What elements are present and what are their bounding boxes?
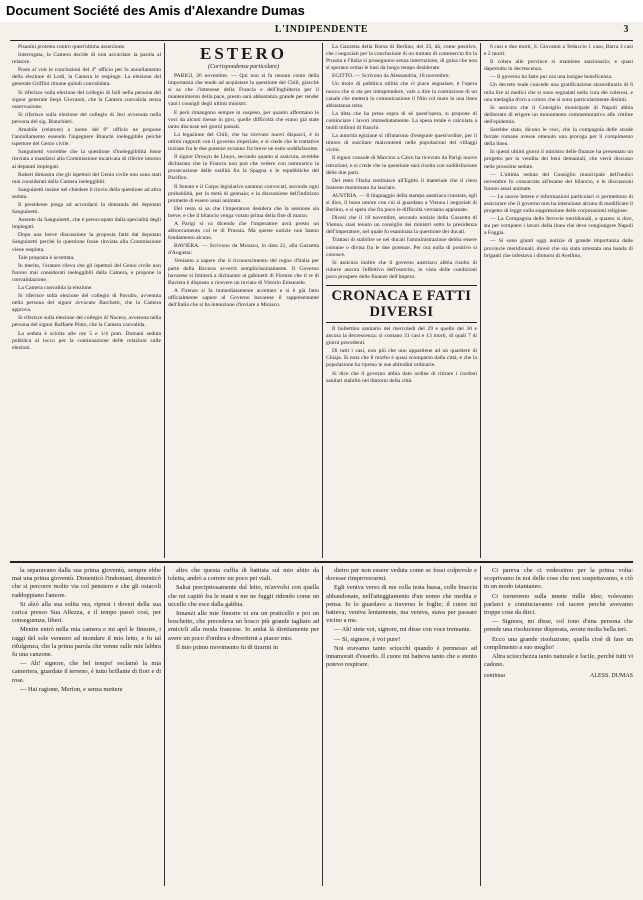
paragraph: Ci torneremo sulla mente mille idee; volevamo parlarci e cominciavamo col tacere perchè avevamo troppe cose da dirci. (484, 592, 633, 617)
page-header (10, 24, 633, 40)
paragraph: Il signor Drouyn de Lhuys, secondo quanto si assicura, avrebbe dichiarato che la Francia non può che vedere con rammarico la prosecuzione delle ostilità fra la Spagna e le repubbliche del Pacifico. (168, 154, 319, 182)
paragraph: Si assicura inoltre che il governo austriaco abbia risolto di ridurre ancora l'effettivo dell'esercito, in vista delle condizioni poco prospere delle finanze dell'impero. (326, 259, 477, 280)
paragraph: Del resto si sa che l'imperatore desidera che la sessione sia breve, e che il bilancio venga votato prima della fine di marzo. (168, 205, 319, 219)
column-divider (322, 566, 323, 886)
paragraph: Sanguinetti vorrebbe che la questione d'ineleggibilità fosse rinviata a mandarsi alla Commissione incaricata di riferire intorno ai deputati impiegati. (12, 149, 161, 170)
source-label: Document Société des Amis d'Alexandre Dumas (6, 3, 305, 18)
paragraph: Si dice che il governo abbia dato ordine di ritirare i cordoni sanitari stabiliti nei dintorni della città. (326, 370, 477, 384)
paragraph: In questi ultimi giorni il ministro delle finanze ha presentato un progetto per la vendita dei beni demaniali, che verrà discusso nelle prossime sedute. (484, 149, 633, 170)
column-divider (322, 43, 323, 558)
paragraph: Il presidente prega ad accordarsi la domanda del deputato Sanguinetti. (12, 201, 161, 216)
paragraph: Il mio primo movimento fu di tirarmi in (176, 643, 279, 651)
paragraph: Assente da Sanguinetti, che è preoccupato dalla specialità degli impiegati. (12, 217, 161, 231)
feuilleton-column-4 (484, 567, 633, 885)
continua-label: continua (484, 673, 505, 680)
paragraph: — Il governo ha fatto pur ora una insigne beneficenza. (490, 74, 613, 81)
paragraph: — Le nuove lettere e informazioni particolari ci permettono di assicurare che il governo non ha intenzione alcuna di modificare il progetto di legge sulla soppressione delle corporazioni religiose. (484, 193, 633, 215)
paragraph: EGITTO. — Scrivono da Alessandria, 18 novembre: (332, 73, 450, 80)
paragraph: Interrogata, la Camera decide di non accordare la parola al relatore. (12, 52, 161, 66)
paragraph: Si alzò alla sua solita ora, ripresi i doveri della sua carica presso Sua Altezza, e il tempo passò così, per conseguenza, liberi. (12, 600, 161, 625)
feuilleton-rule (10, 561, 633, 563)
paragraph: BAVIERA. — Scrivono da Monaco, in data 21, alla Gazzetta d'Augusta: (168, 243, 319, 257)
paragraph: Il Senato e il Corpo legislativo saranno convocati, secondo ogni probabilità, per la metà di gennaio; e la discussione dell'indirizzo promette di essere assai animata. (168, 183, 319, 204)
paragraph: — La Compagnia delle ferrovie meridionali, a quanto si dice, sta per compiere i lavori della linea che deve congiungere Napoli a Foggia. (484, 216, 633, 237)
feuilleton-column-1 (12, 567, 161, 885)
paragraph: Si assicura che il Consiglio municipale di Napoli abbia deliberato di erigere un monumento commemorativo alle vittime dell'epidemia. (484, 104, 633, 125)
paragraph: Un decreto reale concede una gratificazione straordinaria di 6 mila lire ai medici che si sono segnalati nella cura dei colerosi, e una medaglia d'oro a coloro che si sono particolarmente distinti. (484, 82, 633, 103)
paragraph: Altra sciocchezza tanto naturale e facile, perchè tutti vi cadono. (484, 653, 633, 669)
source-strip (0, 0, 643, 22)
paragraph: Veniamo a sapere che il riconoscimento del regno d'Italia per parte della Baviera avverrà semplicissimamente. Il Governo bavarese si limiterà a dichiarare ai gabinetti di Firenze che il re di Baviera è disposto a ricevere un inviato di Vittorio Emanuele. (168, 258, 319, 286)
paragraph: AUSTRIA. — Il linguaggio della stampa austriaca constata, egli si dice, il buon umore con cui si guardano a Vienna i negoziati di Berlino, e si spera che fra poco le difficoltà verranno appianate. (326, 192, 477, 214)
column-divider (164, 43, 165, 558)
paragraph: Mentre entrò nella mia camera e mi aprì le finestre, i raggi del sole vennero ad inondare il mio letto, e fu tal rifulgenza, che la prima parola che venne sulle mie labbra fu una canzone. (12, 626, 161, 659)
paragraph: Il bollettino sanitario del mercoledì del 29 e quello del 30 e ancora la decrescenza: si contano 31 casi e 13 morti, di quali 7 di giorni precedenti. (326, 326, 477, 347)
paragraph: Ruberi dimostra che gli ispettori del Genio civile non sono stati mai considerati dalla Camera ineleggibili. (12, 171, 161, 185)
paragraph: Il signor console di Marcioz a Cairo ha ricevuto da Parigi nuove istruzioni, e si crede che la questione sarà risolta con soddisfazione delle due parti. (326, 155, 477, 176)
paragraph: Di tutti i casi, non più che uno appartiene ad un quartiere di Chiaja. Si nota che il morbo è quasi scomparso dalla città, e che la popolazione ha ripreso le sue abitudini ordinarie. (326, 348, 477, 369)
paragraph: Dopo una breve discussione la proposta fatta dal deputato Sanguinetti perchè la questione fosse rinviata alla Commissione viene respinta. (12, 232, 161, 253)
page-number: 3 (623, 24, 629, 35)
paragraph: La autorità egiziane si rifiutarono d'eseguire quest'ordine, per il timore di suscitare malcontenti nelle popolazioni dei villaggi vicini. (326, 133, 477, 154)
feuilleton-column-3 (326, 567, 477, 885)
column-2 (168, 44, 319, 556)
paragraph: la separavano dalla sua prima gioventù, sempre ebbe mai una prima gioventù. Dimenticò l'indomani, dimenticò che si percorre molto via col pensiero e che gli ostacoli raddoppiano l'amore. (12, 567, 161, 599)
paragraph: Trattasi di stabilire se nei ducati l'amministrazione debba essere comune o divisa fra le due potenze. Per ora nulla di positivo si conosce. (326, 237, 477, 258)
paragraph: Pisanini protesta contro quest'ultima asserzione. (18, 44, 126, 50)
paragraph: Del resto l'Italia restituisce all'Egitto il materiale che il clero Insieme montonaro ha lasciato. (326, 177, 477, 191)
paragraph: Saltai precipitosamente dal letto, m'avvolsi con quella che mi capitò fra le mani e me ne fuggii ridendo come un uccello che esce dalla gabbia. (168, 584, 319, 608)
paragraph: La Camera convalida la elezione. (18, 285, 93, 291)
paragraph: Ci pareva che ci vedessimo per la prima volta: scoprivamo in noi delle cose che non sospettavamo, e ciò in un modo istantaneo. (484, 567, 633, 591)
paragraph: La ditta che ha presa sopra di sè quest'opera, si propone di cominciare i lavori immediatamente. La spesa totale è calcolata a molti milioni di franchi. (326, 110, 477, 132)
paragraph: Si riferisce sulla elezione del collegio di Jesi avvenuta nella persona del sig. Bianchieri. (12, 111, 161, 125)
paragraph: A Parigi si va dicendo che l'imperatore avrà presto un abboccamento col re di Prussia. Ma queste notizie non hanno fondamento alcuno. (168, 220, 319, 242)
paragraph: Amabile (relatore) a nome del 8° ufficio ne propone l'annullamento essendo l'ingegnere Bianchi ineleggibile perchè ispettore del Genio civile. (12, 127, 161, 148)
cronaca-heading: CRONACA E FATTI DIVERSI (326, 285, 477, 323)
estero-heading: ESTERO (200, 44, 287, 63)
paragraph: Un titolo di pubblica utilità che ci piace segnalare, è l'opera nuova che si sta per intraprendere, vale a dire la costruzione di un canale che metterà in comunicazione il Nilo col mare in una linea abbastanza retta. (326, 81, 477, 109)
paragraph: E però rimangono sempre in sospeso, per quanto affermano le voci da alcuni messe in giro, quelle difficoltà che erano già state tanto discusse nei giorni passati. (168, 109, 319, 130)
paragraph: Si riferisce sulla elezione del collegio di Isili nella persona del signor generale Serpi Giovanni, che la Camera convalida senza osservazione. (12, 89, 161, 110)
column-divider (480, 43, 481, 558)
header-rule (10, 40, 633, 41)
paragraph: In merito, l'oratore rileva che gli ispettori del Genio civile non furono mai considerati ineleggibili dalla Camera, e propone la convalidazione. (12, 262, 161, 283)
paragraph: — Ah! siete voi, signore, mi disse con voce tremante. (334, 626, 472, 634)
column-4 (484, 44, 633, 556)
paragraph: Si riferisce sulla elezione del collegio di Nocera, avvenuta nella persona del signor Raffaele Pinto, che la Camera convalida. (12, 315, 161, 329)
paragraph: Si riferisce sulla elezione del collegio di Pavullo, avvenuta nella persona del signor avvocato Barchetti, che la Camera approva. (12, 293, 161, 314)
column-1 (12, 44, 161, 556)
paragraph: Sanguinetti insiste nel chiedere il rinvio della questione ad altra seduta. (12, 186, 161, 200)
paragraph: La seduta è sciolta alle ore 5 e 1/4 pom. Domani seduta pubblica al tocco per la continuazione delle relazioni sulle elezioni. (12, 330, 161, 351)
paragraph: Ecco una grande risoluzione, quella cioè di fare un complimento a suo meglio! (484, 635, 633, 651)
paragraph: — L'ultima seduta del Consiglio municipale dell'undici novembre fu consacrata all'esame del bilancio, e le discussioni furono assai animate. (484, 171, 633, 192)
masthead: L'INDIPENDENTE (274, 24, 369, 35)
paragraph: — Sì, signore, è voi pure! (334, 635, 401, 643)
paragraph: Il colera alle province si mantiene stazionario; e quasi dapertutto in decrescenza. (484, 59, 633, 73)
paragraph: A Firenze si fa immediatamente accettato e si è già fatto ufficialmente sapere al Governo bavarese il rappresentante dell'Italia che si ha intenzione d'inviare a Monaco. (168, 287, 319, 308)
paragraph: Innanzi alle mie finestre vi era un praticello e poi un boschetto, che precedeva un bosco più grande tagliato ad emicicli alla moda francese. Io andai là direttamente per avere un poco d'ombra e divertirmi a piacer mio. (168, 610, 319, 642)
paragraph: Sarebbe stato, dicono le voci, che la compagnia delle strade ferrate romane avesse ottenuto una proroga per il compimento della linea. (484, 127, 633, 148)
column-divider (164, 566, 165, 886)
paragraph: PARIGI, 26 novembre. — Qui non si fa nessun conto della importanza che tende ad acquistare la questione del Chili, giacchè si sa che l'interesse della Francia e dell'Inghilterra per il mantenimento della pace, presto sarà abbastanza grande per render vani i consigli degli ultimi ministri. (168, 73, 319, 108)
paragraph: La legazione del Chili, che ha ricevuto nuovi dispacci, è in ottimi rapporti con il governo imperiale, e si crede che le trattative iniziate fra le due potenze avranno fra breve un esito soddisfacente. (168, 131, 319, 153)
paragraph: Poste ai voti le conclusioni del 4° ufficio per lo annullamento della elezione di Lodi, la Camera le respinge. La elezione del generale Griffini rimane quindi convalidata. (12, 67, 161, 88)
author-signature: ALESS. DUMAS (589, 673, 633, 680)
paragraph: — Ah! signore, che bel tempo! esclamò la mia cameriera, guardate il terreno, è tutto brillante di fiori e di rose. (12, 660, 161, 684)
column-3 (326, 44, 477, 556)
paragraph: Dicesi che il 18 novembre, secondo notizie della Gazzetta di Vienna, siasi tenuto un consiglio dei ministri sotto la presidenza dell'imperatore, nel quale fu esaminata la questione dei ducati. (326, 215, 477, 236)
estero-subheading: (Corrispondenza particolare) (208, 64, 279, 70)
paragraph: — Si sono giunti oggi notizie di grande importanza dalle provincie meridionali; dicesi che sia stata arrestata una banda di briganti che infestava i dintorni di Avellino. (484, 238, 633, 259)
paragraph: dietro per non essere veduta come se fossi colpevole e dovesse rimproverarmi. (326, 567, 477, 583)
paragraph: 6 casi e due morti, S. Giovanni a Teduccio 1 caso, Barra 3 casi e 2 morti. (484, 44, 633, 58)
paragraph: Egli veniva verso di me colla testa bassa, colle braccia abbandonate, nell'atteggiamento d'un uomo che medita e pensa. Io lo guardavo a traverso le foglie; il cuore mi batteva; veniva lentamente, ma veniva, stava per passare vicino a me. (326, 584, 477, 625)
paragraph: — Hai ragione, Merion, e senza mettere (20, 685, 123, 693)
paragraph: La Gazzetta della Borsa di Berlino, del 23, dà, come positivo, che i negoziati per la conclusione di un trattato di commercio fra la Prussia e l'Italia si proseguono senza interruzione, di guisa che non si sperano ormai le basi da lungo tempo desiderate. (326, 44, 477, 72)
paragraph: altro che questa cuffia di battista sul mio abito da toletta, andrò a correre un poco pei viali. (168, 567, 319, 583)
paragraph: Noi eravamo tanto sciocchi quando è permesso ad innamorati d'esserlo. Il cuore mi batteva tanto che a stento potevo respirare. (326, 644, 477, 669)
paragraph: — Signora, mi disse, col tono d'una persona che prende una risoluzione disperata, avrete molta bella ieri. (484, 618, 633, 634)
paragraph: Tale proposta è accettata. (18, 254, 75, 261)
column-divider (480, 566, 481, 886)
feuilleton-column-2 (168, 567, 319, 885)
